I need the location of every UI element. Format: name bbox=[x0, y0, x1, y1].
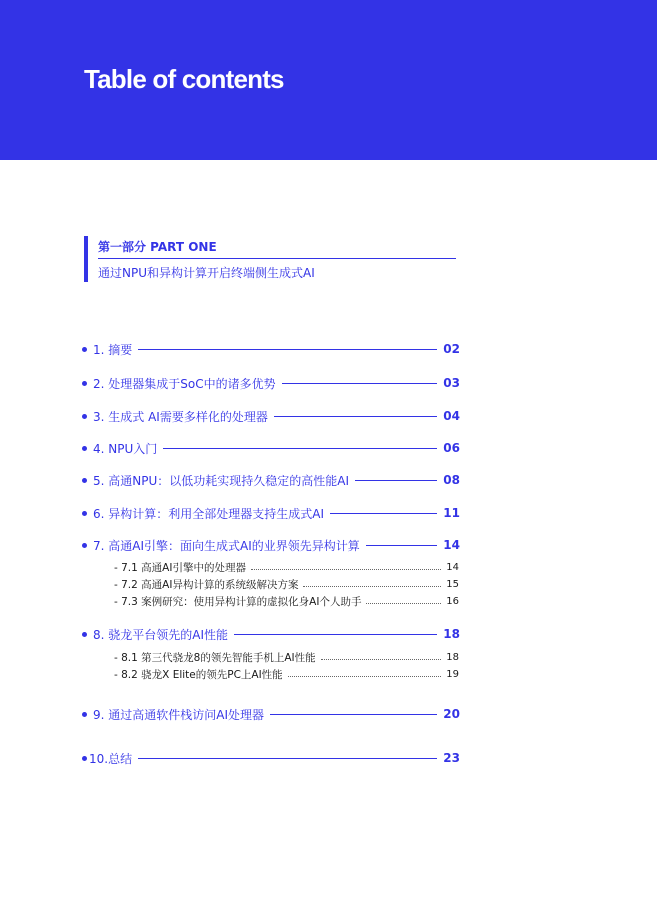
toc-subentry-7-3[interactable] bbox=[114, 594, 459, 608]
page-title: Table of contents bbox=[84, 64, 284, 94]
toc-entry-label: 4. NPU入门 bbox=[93, 441, 158, 456]
leader-line bbox=[163, 448, 437, 449]
toc-entry-page: 20 bbox=[443, 707, 460, 721]
leader-line bbox=[270, 714, 437, 715]
toc-subentry-label: - 8.1 第三代骁龙8的领先智能手机上AI性能 bbox=[114, 651, 316, 664]
toc-subentry-label: - 7.1 高通AI引擎中的处理器 bbox=[114, 561, 246, 574]
toc-entry-page: 23 bbox=[443, 751, 460, 765]
toc-entry-9[interactable] bbox=[82, 706, 460, 722]
toc-entry-page: 06 bbox=[443, 441, 460, 455]
toc-subentry-page: 16 bbox=[446, 595, 459, 607]
toc-subentry-8-1[interactable] bbox=[114, 650, 459, 664]
toc-subentry-page: 15 bbox=[446, 578, 459, 590]
toc-entry-label: 8. 骁龙平台领先的AI性能 bbox=[93, 627, 229, 642]
bullet-icon bbox=[82, 381, 87, 386]
dotted-leader bbox=[303, 586, 441, 587]
leader-line bbox=[355, 480, 437, 481]
toc-subentry-label: - 8.2 骁龙X Elite的领先PC上AI性能 bbox=[114, 668, 283, 681]
toc-entry-4[interactable] bbox=[82, 440, 460, 456]
toc-entry-7[interactable] bbox=[82, 537, 460, 553]
bullet-icon bbox=[82, 712, 87, 717]
toc-entry-10[interactable] bbox=[82, 750, 460, 766]
part-subtitle: 通过NPU和异构计算开启终端侧生成式AI bbox=[98, 266, 315, 280]
toc-entry-page: 11 bbox=[443, 506, 460, 520]
toc-subentry-7-2[interactable] bbox=[114, 577, 459, 591]
toc-entry-label: 10.总结 bbox=[89, 751, 133, 766]
toc-entry-page: 04 bbox=[443, 409, 460, 423]
bullet-icon bbox=[82, 756, 87, 761]
toc-entry-5[interactable] bbox=[82, 472, 460, 488]
part-heading: 第一部分 PART ONE bbox=[98, 240, 217, 254]
toc-entry-page: 02 bbox=[443, 342, 460, 356]
dotted-leader bbox=[366, 603, 441, 604]
toc-entry-3[interactable] bbox=[82, 408, 460, 424]
toc-entry-label: 5. 高通NPU：以低功耗实现持久稳定的高性能AI bbox=[93, 473, 350, 488]
header-banner bbox=[0, 0, 657, 160]
bullet-icon bbox=[82, 446, 87, 451]
toc-entry-page: 14 bbox=[443, 538, 460, 552]
toc-subentry-page: 14 bbox=[446, 561, 459, 573]
toc-entry-label: 6. 异构计算：利用全部处理器支持生成式AI bbox=[93, 506, 325, 521]
toc-entry-page: 18 bbox=[443, 627, 460, 641]
part-one-section bbox=[84, 236, 456, 282]
leader-line bbox=[366, 545, 438, 546]
part-divider bbox=[98, 258, 456, 259]
leader-line bbox=[274, 416, 437, 417]
toc-subentry-7-1[interactable] bbox=[114, 560, 459, 574]
toc-entry-1[interactable] bbox=[82, 341, 460, 357]
toc-entry-label: 9. 通过高通软件栈访问AI处理器 bbox=[93, 707, 265, 722]
toc-entry-page: 08 bbox=[443, 473, 460, 487]
dotted-leader bbox=[288, 676, 442, 677]
toc-entry-label: 7. 高通AI引擎：面向生成式AI的业界领先异构计算 bbox=[93, 538, 360, 553]
bullet-icon bbox=[82, 511, 87, 516]
bullet-icon bbox=[82, 478, 87, 483]
leader-line bbox=[138, 349, 437, 350]
leader-line bbox=[330, 513, 437, 514]
toc-entry-label: 3. 生成式 AI需要多样化的处理器 bbox=[93, 409, 268, 424]
bullet-icon bbox=[82, 347, 87, 352]
toc-subentry-label: - 7.3 案例研究：使用异构计算的虚拟化身AI个人助手 bbox=[114, 595, 362, 608]
toc-entry-page: 03 bbox=[443, 376, 460, 390]
toc-subentry-page: 18 bbox=[446, 651, 459, 663]
bullet-icon bbox=[82, 414, 87, 419]
toc-entry-2[interactable] bbox=[82, 375, 460, 391]
toc-subentry-label: - 7.2 高通AI异构计算的系统级解决方案 bbox=[114, 578, 299, 591]
leader-line bbox=[282, 383, 438, 384]
leader-line bbox=[138, 758, 437, 759]
toc-entry-8[interactable] bbox=[82, 626, 460, 642]
dotted-leader bbox=[321, 659, 442, 660]
dotted-leader bbox=[251, 569, 441, 570]
toc-entry-6[interactable] bbox=[82, 505, 460, 521]
toc-entry-label: 2. 处理器集成于SoC中的诸多优势 bbox=[93, 376, 276, 391]
bullet-icon bbox=[82, 632, 87, 637]
bullet-icon bbox=[82, 543, 87, 548]
toc-entry-label: 1. 摘要 bbox=[93, 342, 133, 357]
toc-subentry-8-2[interactable] bbox=[114, 667, 459, 681]
leader-line bbox=[234, 634, 437, 635]
section-accent-bar bbox=[84, 236, 88, 282]
toc-subentry-page: 19 bbox=[446, 668, 459, 680]
